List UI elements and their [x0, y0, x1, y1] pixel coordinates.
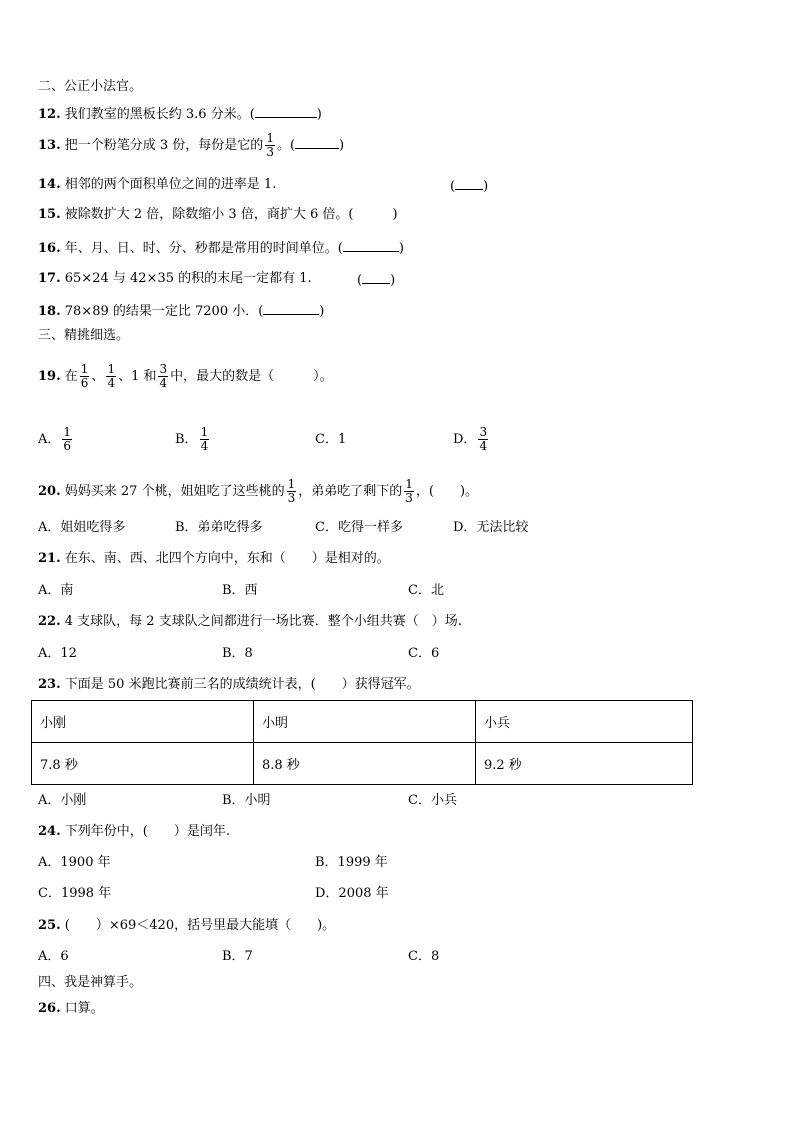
question-number: 19.	[38, 369, 61, 384]
fraction: $\frac{1}{6}$	[80, 362, 89, 390]
option-c[interactable]: C．小兵	[408, 793, 457, 808]
question-number: 13.	[38, 138, 61, 153]
table-cell: 8.8 秒	[254, 743, 476, 785]
question-21	[38, 551, 390, 567]
paren-close: )	[319, 304, 325, 319]
question-text: 下列年份中，( ）是闰年.	[64, 824, 230, 839]
question-number: 14.	[38, 177, 61, 192]
question-text: 相邻的两个面积单位之间的进率是 1.	[64, 177, 277, 192]
option-a[interactable]: A．12	[38, 646, 77, 661]
section-3-heading: 三、精挑细选。	[38, 328, 130, 343]
table-cell: 7.8 秒	[32, 743, 254, 785]
option-a[interactable]: A．南	[38, 583, 74, 598]
option-c[interactable]: C．8	[408, 949, 440, 964]
option-a[interactable]: A．6	[38, 949, 69, 964]
option-c[interactable]: C．6	[408, 646, 440, 661]
question-14	[38, 177, 276, 193]
fraction: $\frac{1}{4}$	[107, 362, 116, 390]
table-row	[32, 701, 693, 743]
option-d[interactable]: D．2008 年	[315, 886, 389, 901]
question-18	[38, 302, 324, 320]
question-text: 65×24 与 42×35 的积的末尾一定都有 1.	[64, 271, 312, 286]
question-number: 15.	[38, 207, 61, 222]
option-b[interactable]: B．西	[222, 583, 258, 598]
option-b[interactable]: B．7	[222, 949, 253, 964]
answer-blank[interactable]	[455, 177, 483, 190]
option-b[interactable]: B．1999 年	[315, 855, 388, 870]
question-text: 把一个粉笔分成 3 份，每份是它的	[64, 138, 264, 153]
question-number: 16.	[38, 241, 61, 256]
option-c[interactable]: C．1998 年	[38, 886, 112, 901]
option-c[interactable]: C．吃得一样多	[315, 520, 403, 535]
fraction: $\frac{1}{3}$	[266, 131, 274, 159]
table-cell: 小刚	[32, 701, 254, 743]
answer-blank[interactable]	[362, 271, 390, 284]
table-cell: 9.2 秒	[476, 743, 693, 785]
section-4-heading: 四、我是神算手。	[38, 975, 143, 990]
paren-close: )	[339, 138, 345, 153]
option-c[interactable]: C．北	[408, 583, 444, 598]
option-d[interactable]: D． $\frac{3}{4}$	[453, 425, 488, 453]
question-text: 78×89 的结果一定比 7200 小．(	[64, 304, 264, 319]
question-number: 25.	[38, 918, 61, 933]
question-text-end: 。(	[276, 138, 296, 153]
question-number: 26.	[38, 1001, 61, 1016]
question-text: 年、月、日、时、分、秒都是常用的时间单位。(	[64, 241, 343, 256]
question-23	[38, 677, 420, 693]
answer-blank[interactable]	[295, 136, 339, 149]
paren-close: )	[398, 241, 404, 256]
question-17	[38, 271, 312, 287]
paren-close: )	[316, 107, 322, 122]
question-16	[38, 239, 404, 257]
question-26	[38, 1001, 104, 1017]
option-d[interactable]: D．无法比较	[453, 520, 529, 535]
fraction: $\frac{1}{3}$	[287, 477, 296, 505]
question-13	[38, 132, 344, 159]
answer-blank[interactable]	[343, 239, 399, 252]
answer-blank[interactable]	[255, 105, 317, 118]
question-14-answer: ( )	[450, 179, 489, 194]
option-b[interactable]: B．弟弟吃得多	[175, 520, 263, 535]
question-15	[38, 207, 398, 223]
question-text: 4 支球队，每 2 支球队之间都进行一场比赛．整个小组共赛（ ）场.	[64, 614, 462, 629]
question-number: 24.	[38, 824, 61, 839]
fraction: $\frac{3}{4}$	[159, 362, 168, 390]
question-text: 被除数扩大 2 倍，除数缩小 3 倍，商扩大 6 倍。( )	[64, 207, 398, 222]
option-a[interactable]: A． $\frac{1}{6}$	[38, 425, 72, 453]
option-a[interactable]: A．1900 年	[38, 855, 111, 870]
question-25	[38, 918, 335, 934]
option-b[interactable]: B．8	[222, 646, 253, 661]
option-a[interactable]: A．姐姐吃得多	[38, 520, 126, 535]
question-text: 口算。	[64, 1001, 104, 1016]
question-number: 12.	[38, 107, 61, 122]
option-b[interactable]: B．小明	[222, 793, 271, 808]
table-cell: 小兵	[476, 701, 693, 743]
question-number: 20.	[38, 484, 61, 499]
question-20: 20. 妈妈买来 27 个桃，姐姐吃了这些桃的 $\frac{1}{3}$ ，弟弟吃了剩下的 $\frac{1}{3}$ ，( )。	[38, 477, 479, 505]
table-row	[32, 743, 693, 785]
fraction: $\frac{1}{3}$	[405, 477, 413, 505]
question-text: 在东、南、西、北四个方向中，东和（ ）是相对的。	[64, 551, 390, 566]
question-number: 22.	[38, 614, 61, 629]
question-number: 18.	[38, 304, 61, 319]
question-text: 我们教室的黑板长约 3.6 分米。(	[64, 107, 255, 122]
question-number: 17.	[38, 271, 61, 286]
option-b[interactable]: B． $\frac{1}{4}$	[175, 425, 209, 453]
question-17-answer: ( )	[357, 273, 396, 288]
table-cell: 小明	[254, 701, 476, 743]
answer-blank[interactable]	[263, 302, 319, 315]
section-2-heading: 二、公正小法官。	[38, 79, 143, 94]
option-c[interactable]: C．1	[315, 432, 347, 447]
results-table	[31, 700, 693, 785]
question-19: 19. 在 $\frac{1}{6}$ 、 $\frac{1}{4}$ 、1 和 $\frac{3}{4}$ 中，最大的数是（ ）。	[38, 362, 333, 390]
question-text: ( ）×69＜420，括号里最大能填（ )。	[64, 918, 336, 933]
option-a[interactable]: A．小刚	[38, 793, 87, 808]
question-number: 21.	[38, 551, 61, 566]
question-12	[38, 105, 322, 123]
question-24	[38, 824, 230, 840]
question-number: 23.	[38, 677, 61, 692]
question-text: 下面是 50 米跑比赛前三名的成绩统计表，( ）获得冠军。	[64, 677, 420, 692]
question-22	[38, 614, 462, 630]
